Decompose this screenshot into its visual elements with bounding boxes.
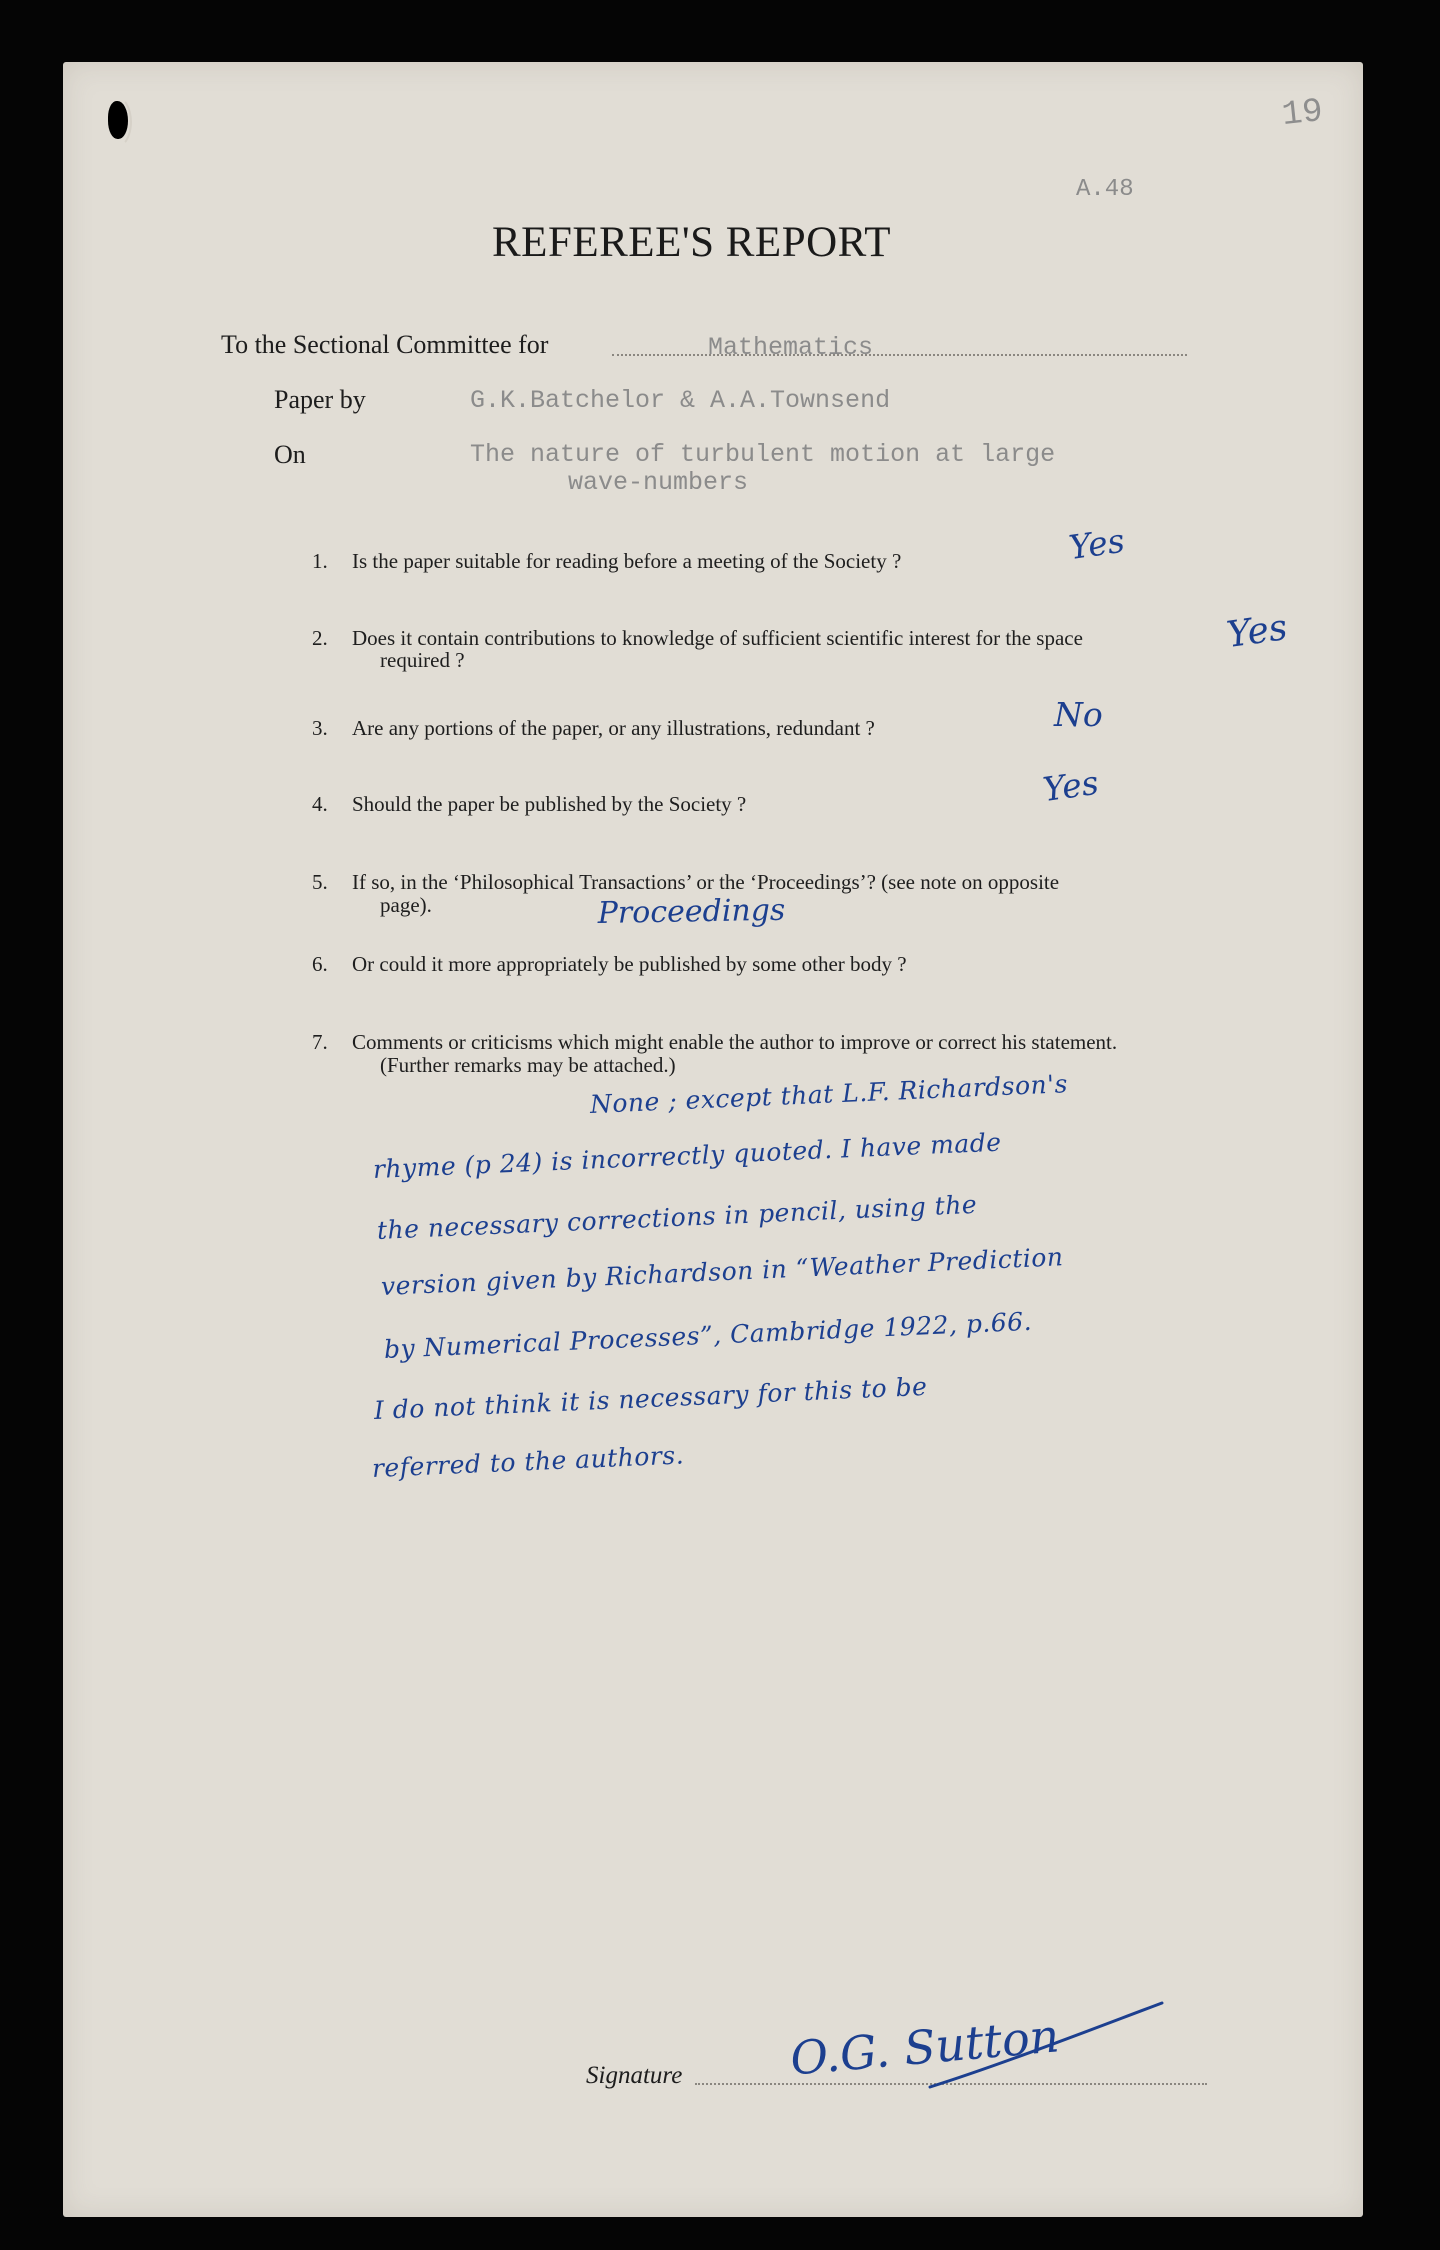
comment-line: rhyme (p 24) is incorrectly quoted. I have made — [372, 1127, 1003, 1184]
committee-name: Mathematics — [708, 333, 874, 362]
question-text: Comments or criticisms which might enable the author to improve or correct his statement. — [352, 1030, 1118, 1054]
question-text-continued: required ? — [380, 648, 465, 672]
on-label: On — [274, 440, 306, 469]
question-number: 5. — [312, 870, 328, 894]
question-text-continued: (Further remarks may be attached.) — [380, 1053, 676, 1077]
page-number: 19 — [1280, 92, 1325, 136]
question-text: Are any portions of the paper, or any illustrations, redundant ? — [352, 716, 875, 740]
paper-by-label: Paper by — [274, 385, 366, 414]
question-text: Or could it more appropriately be published by some other body ? — [352, 952, 907, 976]
question-number: 1. — [312, 549, 328, 573]
question-number: 6. — [312, 952, 328, 976]
page-title: REFEREE'S REPORT — [492, 219, 892, 266]
question-number: 7. — [312, 1030, 328, 1054]
subject-line-1: The nature of turbulent motion at large — [470, 440, 1056, 469]
committee-dotted-line — [612, 354, 1187, 356]
handwritten-answer: No — [1054, 695, 1103, 734]
comment-line: I do not think it is necessary for this to be — [373, 1371, 928, 1425]
subject-line-2: wave-numbers — [568, 468, 749, 497]
signature-label: Signature — [586, 2062, 683, 2089]
comment-line: the necessary corrections in pencil, using the — [376, 1189, 978, 1245]
reference-number: A.48 — [1076, 176, 1134, 203]
handwritten-signature: O.G. Sutton — [788, 2008, 1062, 2086]
comment-line: None ; except that L.F. Richardson's — [589, 1069, 1069, 1119]
handwritten-answer: Proceedings — [597, 892, 786, 931]
handwritten-answer: Yes — [1066, 520, 1127, 567]
question-text-continued: page). — [380, 893, 432, 917]
punch-hole — [108, 101, 128, 139]
signature-flourish — [920, 1995, 1170, 2095]
handwritten-answer: Yes — [1040, 762, 1101, 809]
question-text: Should the paper be published by the Society ? — [352, 792, 747, 816]
authors: G.K.Batchelor & A.A.Townsend — [470, 386, 891, 415]
comment-line: by Numerical Processes”, Cambridge 1922, p.66. — [383, 1306, 1033, 1364]
question-text: If so, in the ‘Philosophical Transactions’ or the ‘Proceedings’? (see note on opposite — [352, 870, 1060, 894]
to-committee-label: To the Sectional Committee for — [221, 330, 549, 359]
question-number: 3. — [312, 716, 328, 740]
question-text: Is the paper suitable for reading before a meeting of the Society ? — [352, 549, 902, 573]
question-number: 2. — [312, 626, 328, 650]
handwritten-answer: Yes — [1224, 606, 1290, 656]
question-text: Does it contain contributions to knowledge of sufficient scientific interest for the space — [352, 626, 1083, 650]
comment-line: referred to the authors. — [371, 1440, 685, 1483]
comment-line: version given by Richardson in “Weather Prediction — [380, 1242, 1065, 1301]
question-number: 4. — [312, 792, 328, 816]
